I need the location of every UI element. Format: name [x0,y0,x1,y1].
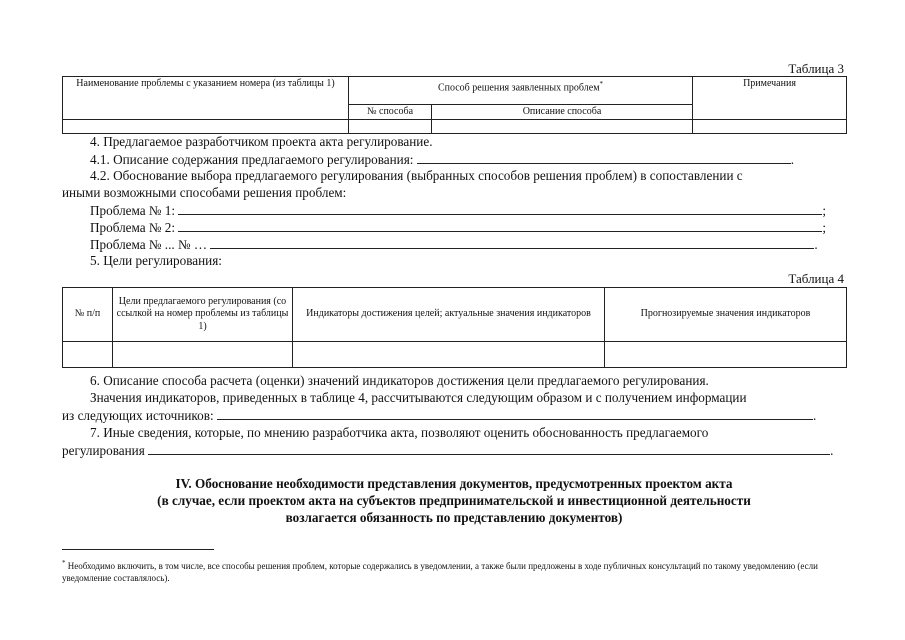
section4-2-line2: иными возможными способами решения проблем: [62,185,347,200]
section6-end: . [812,408,817,423]
problemN-line [90,235,818,253]
table3-cell[interactable] [432,120,693,134]
table4-header-forecast: Прогнозируемые значения индикаторов [605,288,847,342]
section6-blank[interactable] [217,406,813,420]
problem2-label: Проблема № 2: [90,220,176,235]
footnote-text: Необходимо включить, в том числе, все способы решения проблем, которые содержались в уведомлении, а также были предложены в ходе публичных консультаций по такому уведомлению (если уведомление составлялось). [62,561,818,583]
table3-caption: Таблица 3 [788,61,844,76]
section7-blank[interactable] [148,441,830,455]
table4-header-number: № п/п [63,288,113,342]
section6-line2 [62,406,816,424]
problem2-blank[interactable] [178,218,822,232]
table4-cell[interactable] [113,342,293,368]
table4 [62,287,847,368]
table3-cell[interactable] [349,120,432,134]
table3-header-method-number: № способа [349,105,432,120]
section7-end: . [830,443,834,458]
section4-heading: 4. Предлагаемое разработчиком проекта акта регулирование. [90,134,433,149]
table3-header-method-description: Описание способа [432,105,693,120]
table4-caption: Таблица 4 [788,271,844,286]
table3-header-method [349,77,693,105]
problem1-blank[interactable] [178,201,822,215]
problem1-end: ; [822,203,827,218]
section-iv-heading-line3: возлагается обязанность по представлению документов) [285,510,623,525]
footnote-divider [62,549,214,550]
table4-header-indicators: Индикаторы достижения целей; актуальные значения индикаторов [293,288,605,342]
section4-1-blank[interactable] [417,150,791,164]
section7-line2 [62,441,833,459]
table4-cell[interactable] [63,342,113,368]
footnote [62,557,846,584]
table4-cell[interactable] [293,342,605,368]
problem1-line [90,201,826,219]
section-iv-heading-line1: IV. Обоснование необходимости представления документов, предусмотренных проектом акта [175,476,733,491]
table3-header-problem: Наименование проблемы с указанием номера (из таблицы 1) [63,77,349,120]
problem2-end: ; [822,220,827,235]
section-iv-heading-line2: (в случае, если проектом акта на субъектов предпринимательской и инвестиционной деятельности [157,493,751,508]
section6-line1: Значения индикаторов, приведенных в таблице 4, рассчитываются следующим образом и с получением информации [90,390,747,405]
table3-cell[interactable] [693,120,847,134]
section6-heading: 6. Описание способа расчета (оценки) значений индикаторов достижения цели предлагаемого регулирования. [90,373,709,388]
table3 [62,76,847,134]
section5-heading: 5. Цели регулирования: [90,253,222,268]
problemN-blank[interactable] [210,235,814,249]
table3-header-method-label: Способ решения заявленных проблем [437,82,600,94]
section4-2-line1: 4.2. Обоснование выбора предлагаемого регулирования (выбранных способов решения проблем) в сопоставлении с [90,168,743,183]
footnote-reference: * [599,80,604,88]
table3-cell[interactable] [63,120,349,134]
footnote-mark: * [62,559,66,567]
problemN-label: Проблема № ... № … [90,237,208,252]
section4-1-label: 4.1. Описание содержания предлагаемого регулирования: [90,152,414,167]
section4-1-end: . [790,152,795,167]
section7-line1: 7. Иные сведения, которые, по мнению разработчика акта, позволяют оценить обоснованность предлагаемого [90,425,709,440]
table4-header-goals: Цели предлагаемого регулирования (со ссылкой на номер проблемы из таблицы 1) [113,288,293,342]
table4-cell[interactable] [605,342,847,368]
table3-header-notes: Примечания [693,77,847,120]
problemN-end: . [814,237,818,252]
section4-1-line [90,150,846,168]
section6-line2-label: из следующих источников: [62,408,214,423]
problem1-label: Проблема № 1: [90,203,176,218]
section7-line2-label: регулирования [62,443,145,458]
problem2-line [90,218,826,236]
